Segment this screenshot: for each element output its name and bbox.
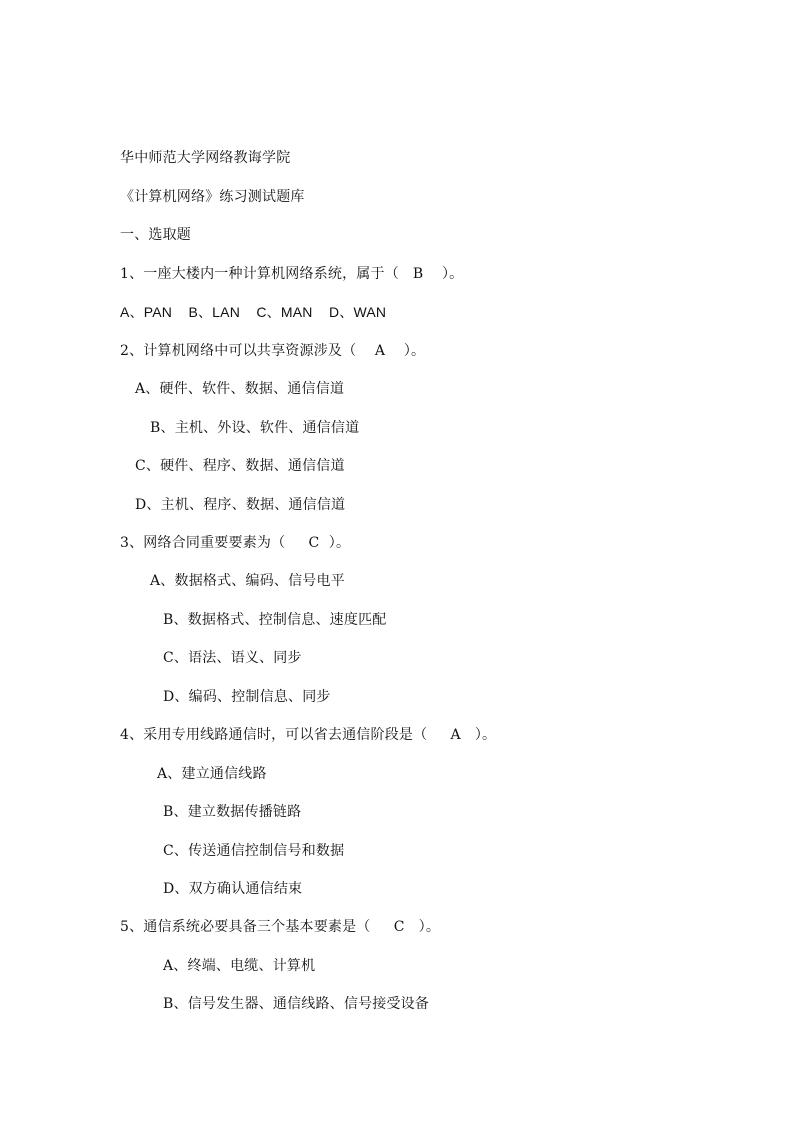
question-2-option-a: A、硬件、软件、数据、通信信道 [135,381,345,397]
question-4-stem: 4、采用专用线路通信时，可以省去通信阶段是（ A ）。 [120,727,497,743]
question-2-option-b: B、主机、外设、软件、通信信道 [150,420,360,436]
question-2-option-d: D、主机、程序、数据、通信信道 [135,497,346,513]
question-3-option-d: D、编码、控制信息、同步 [163,689,331,705]
question-3-option-b: B、数据格式、控制信息、速度匹配 [163,612,387,628]
question-3-option-c: C、语法、语义、同步 [163,650,302,666]
institution-name: 华中师范大学网络教诲学院 [120,150,291,166]
document-title: 《计算机网络》练习测试题库 [120,189,305,205]
question-5-stem: 5、通信系统必要具备三个基本要素是（ C ）。 [120,919,441,935]
section-heading: 一、选取题 [120,227,191,243]
question-4-option-b: B、建立数据传播链路 [163,804,302,820]
question-1-options: A、PAN B、LAN C、MAN D、WAN [120,304,387,320]
question-4-option-d: D、双方确认通信结束 [163,881,303,897]
question-2-option-c: C、硬件、程序、数据、通信信道 [135,458,345,474]
question-5-option-b: B、信号发生器、通信线路、信号接受设备 [163,996,430,1012]
question-4-option-c: C、传送通信控制信号和数据 [163,843,345,859]
question-5-option-a: A、终端、电缆、计算机 [163,958,316,974]
question-4-option-a: A、建立通信线路 [157,766,267,782]
question-3-option-a: A、数据格式、编码、信号电平 [150,573,345,589]
question-1-stem: 1、一座大楼内一种计算机网络系统，属于（ B ）。 [120,266,464,282]
question-2-stem: 2、计算机网络中可以共享资源涉及（ A ）。 [120,343,426,359]
question-3-stem: 3、网络合同重要要素为（ C ）。 [120,535,351,551]
